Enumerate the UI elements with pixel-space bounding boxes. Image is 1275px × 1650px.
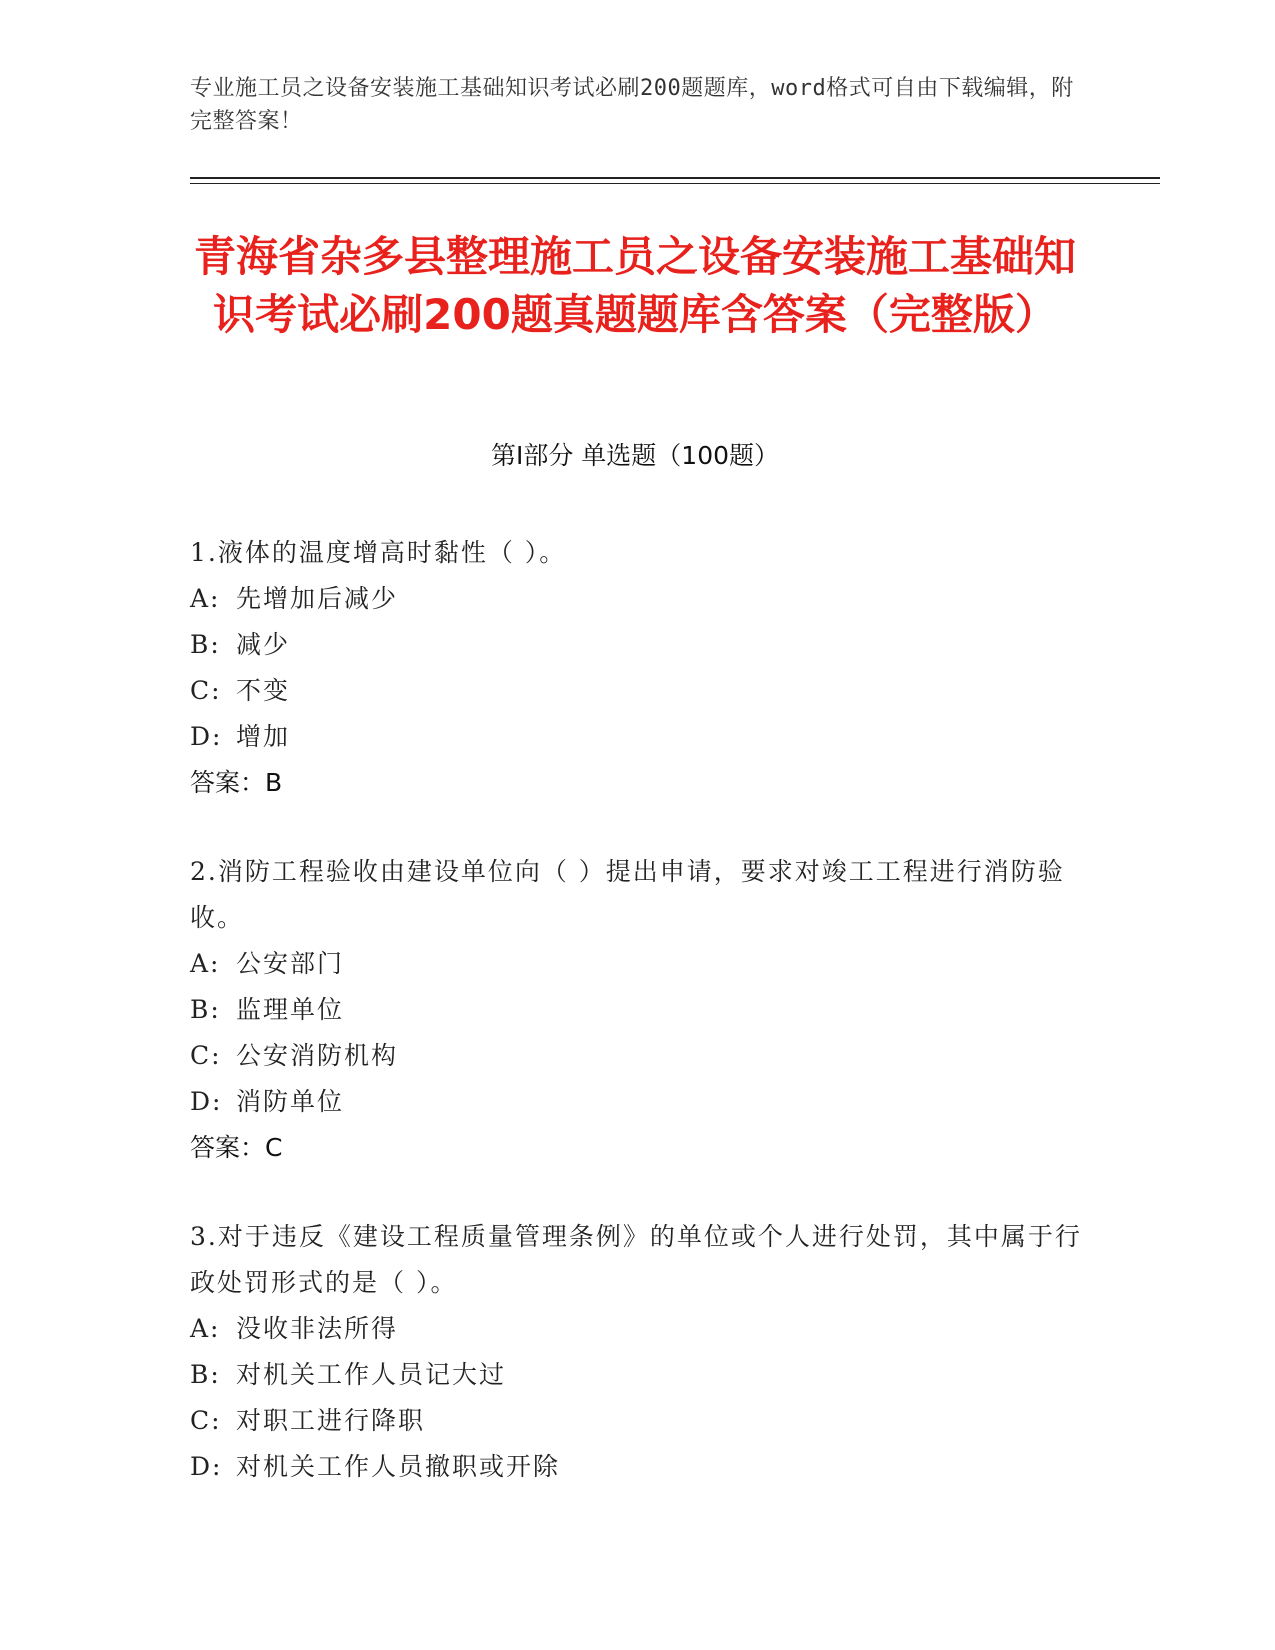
document-title: 青海省杂多县整理施工员之设备安装施工基础知识考试必刷200题真题题库含答案（完整版）: [193, 232, 1076, 339]
option-b: [190, 987, 1090, 1033]
option-letter: D:: [190, 722, 223, 751]
option-letter: C:: [190, 1041, 222, 1070]
option-text: 对机关工作人员撤职或开除: [236, 1452, 561, 1481]
option-text: 先增加后减少: [236, 584, 399, 613]
option-text: 不变: [236, 676, 291, 705]
option-b: [190, 1352, 1090, 1398]
answer-label: 答案：C: [190, 1133, 283, 1162]
question-stem: 1.液体的温度增高时黏性（ ）。: [190, 538, 567, 567]
option-c: [190, 1398, 1090, 1444]
option-a: [190, 576, 1090, 622]
option-text: 对职工进行降职: [236, 1406, 426, 1435]
option-letter: C:: [190, 1406, 222, 1435]
option-d: [190, 1444, 1090, 1490]
option-d: [190, 1079, 1090, 1125]
option-text: 消防单位: [236, 1087, 345, 1116]
option-text: 对机关工作人员记大过: [236, 1360, 507, 1389]
option-b: [190, 622, 1090, 668]
answer-label: 答案：B: [190, 768, 283, 797]
option-a: [190, 1306, 1090, 1352]
option-text: 公安消防机构: [236, 1041, 399, 1070]
option-letter: B:: [190, 995, 221, 1024]
option-letter: D:: [190, 1452, 223, 1481]
question-list: [190, 530, 1090, 1533]
option-letter: A:: [190, 1314, 221, 1343]
option-letter: A:: [190, 584, 221, 613]
option-d: [190, 714, 1090, 760]
header-divider-thick: [190, 177, 1160, 179]
option-c: [190, 1033, 1090, 1079]
question-stem: 2.消防工程验收由建设单位向（ ）提出申请，要求对竣工工程进行消防验收。: [190, 857, 1065, 932]
header-note: 专业施工员之设备安装施工基础知识考试必刷200题题库，word格式可自由下载编辑，附完整答案！: [190, 76, 1074, 134]
option-text: 公安部门: [236, 949, 345, 978]
option-text: 减少: [236, 630, 291, 659]
option-letter: A:: [190, 949, 221, 978]
option-c: [190, 668, 1090, 714]
option-letter: C:: [190, 676, 222, 705]
option-letter: B:: [190, 630, 221, 659]
option-a: [190, 941, 1090, 987]
question-3: [190, 1214, 1090, 1490]
question-stem: 3.对于违反《建设工程质量管理条例》的单位或个人进行处罚，其中属于行政处罚形式的是（ ）。: [190, 1222, 1082, 1297]
header-divider-thin: [190, 183, 1160, 184]
question-1: [190, 530, 1090, 806]
question-2: [190, 849, 1090, 1171]
option-text: 增加: [236, 722, 291, 751]
option-letter: D:: [190, 1087, 223, 1116]
option-text: 没收非法所得: [236, 1314, 399, 1343]
option-text: 监理单位: [236, 995, 345, 1024]
option-letter: B:: [190, 1360, 221, 1389]
section-title: 第Ⅰ部分 单选题（100题）: [490, 441, 780, 470]
